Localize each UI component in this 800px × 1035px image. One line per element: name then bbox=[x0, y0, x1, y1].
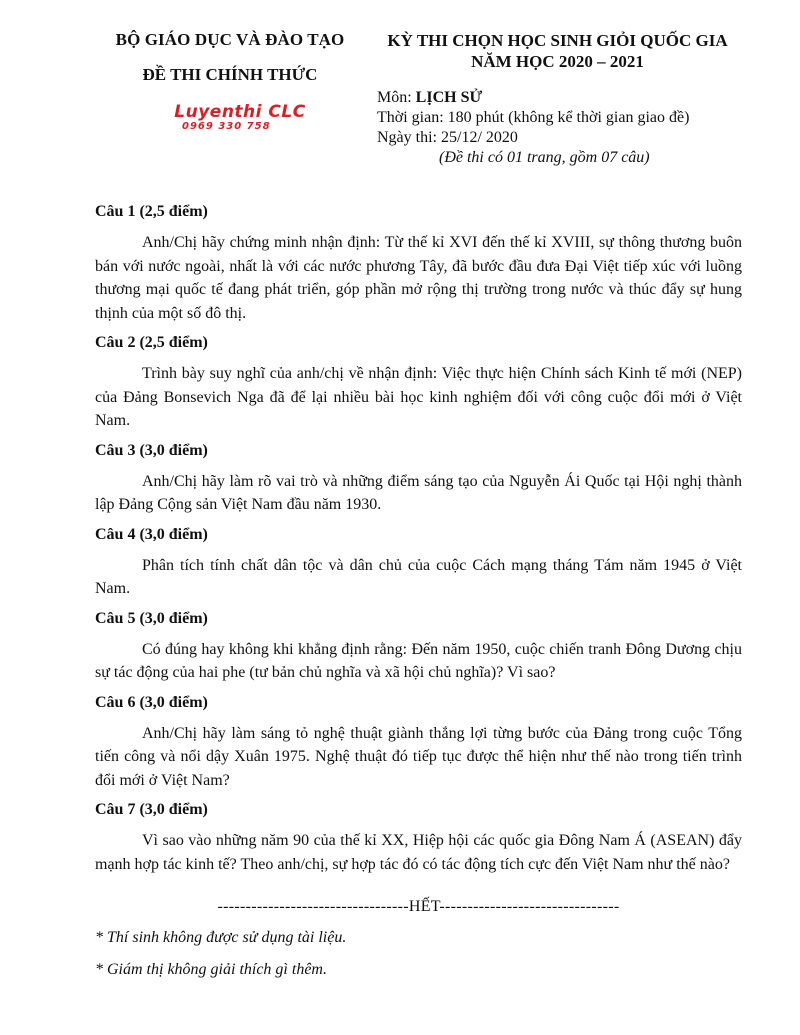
question-body: Anh/Chị hãy làm sáng tỏ nghệ thuật giành thắng lợi từng bước của Đảng trong cuộc Tổng tiến công và nổi dậy Xuân 1975. Nghệ thuật đó tiếp tục được thể hiện như thế nào trong tiến trình đổi mới ở Việt Nam? bbox=[95, 724, 742, 789]
question-body: Anh/Chị hãy chứng minh nhận định: Từ thế kỉ XVI đến thế kỉ XVIII, sự thông thương buôn bán với nước ngoài, nhất là với các nước phương Tây, đã bước đầu đưa Đại Việt tiếp xúc với luồng thương mại quốc tế đang phát triển, góp phần mở rộng thị trường trong nước và thúc đẩy sự hung thịnh của một số đô thị. bbox=[95, 234, 742, 322]
question-heading: Câu 1 (2,5 điểm) bbox=[95, 203, 208, 220]
question-heading: Câu 6 (3,0 điểm) bbox=[95, 693, 208, 711]
question-heading: Câu 3 (3,0 điểm) bbox=[95, 441, 208, 459]
question-body: Phân tích tính chất dân tộc và dân chủ của cuộc Cách mạng tháng Tám năm 1945 ở Việt Nam. bbox=[95, 556, 742, 597]
question bbox=[95, 693, 742, 793]
question-list bbox=[95, 202, 742, 884]
question bbox=[95, 800, 742, 876]
question bbox=[95, 333, 742, 433]
subject-line bbox=[377, 88, 757, 108]
logo-title: Luyenthi CLC bbox=[174, 102, 306, 122]
question-body: Anh/Chị hãy làm rõ vai trò và những điểm sáng tạo của Nguyễn Ái Quốc tại Hội nghị thành lập Đảng Cộng sản Việt Nam đầu năm 1930. bbox=[95, 472, 742, 513]
question-body: Trình bày suy nghĩ của anh/chị về nhận định: Việc thực hiện Chính sách Kinh tế mới (NEP) của Đảng Bonsevich Nga đã để lại nhiều bài học kinh nghiệm đối với công cuộc đổi mới ở Việt Nam. bbox=[95, 365, 742, 429]
question-heading: Câu 4 (3,0 điểm) bbox=[95, 525, 208, 543]
question bbox=[95, 609, 742, 685]
end-marker: ----------------------------------HẾT-------------------------------- bbox=[217, 898, 620, 915]
subject-name: LỊCH SỬ bbox=[415, 89, 483, 106]
question-heading: Câu 5 (3,0 điểm) bbox=[95, 609, 208, 627]
ministry-name: BỘ GIÁO DỤC VÀ ĐÀO TẠO bbox=[115, 30, 345, 49]
watermark-logo bbox=[160, 103, 320, 133]
exam-info bbox=[377, 88, 757, 168]
ministry-header bbox=[95, 30, 365, 85]
footnote-proctors: * Giám thị không giải thích gì thêm. bbox=[95, 961, 327, 978]
page-note: (Đề thi có 01 trang, gồm 07 câu) bbox=[439, 149, 650, 166]
exam-header bbox=[365, 30, 750, 72]
question-body: Vì sao vào những năm 90 của thế kỉ XX, Hiệp hội các quốc gia Đông Nam Á (ASEAN) đẩy mạnh hợp tác kinh tế? Theo anh/chị, sự hợp tác đó có tác động tích cực đến Việt Nam như thế nào? bbox=[95, 832, 742, 873]
footnotes bbox=[95, 928, 742, 992]
question-heading: Câu 7 (3,0 điểm) bbox=[95, 801, 208, 818]
question bbox=[95, 202, 742, 325]
question bbox=[95, 525, 742, 601]
school-year: NĂM HỌC 2020 – 2021 bbox=[471, 52, 644, 71]
time-line: Thời gian: 180 phút (không kể thời gian giao đề) bbox=[377, 109, 690, 126]
logo-phone: 0969 330 758 bbox=[182, 121, 271, 132]
question bbox=[95, 441, 742, 517]
footnote-candidates: * Thí sinh không được sử dụng tài liệu. bbox=[95, 929, 347, 946]
subject-label: Môn: bbox=[377, 89, 416, 106]
exam-title: KỲ THI CHỌN HỌC SINH GIỎI QUỐC GIA bbox=[387, 31, 728, 50]
question-body: Có đúng hay không khi khẳng định rằng: Đến năm 1950, cuộc chiến tranh Đông Dương chịu sự tác động của hai phe (tư bản chủ nghĩa và xã hội chủ nghĩa)? Vì sao? bbox=[95, 640, 742, 681]
question-heading: Câu 2 (2,5 điểm) bbox=[95, 334, 208, 351]
official-label: ĐỀ THI CHÍNH THỨC bbox=[142, 65, 318, 84]
date-line: Ngày thi: 25/12/ 2020 bbox=[377, 129, 518, 146]
